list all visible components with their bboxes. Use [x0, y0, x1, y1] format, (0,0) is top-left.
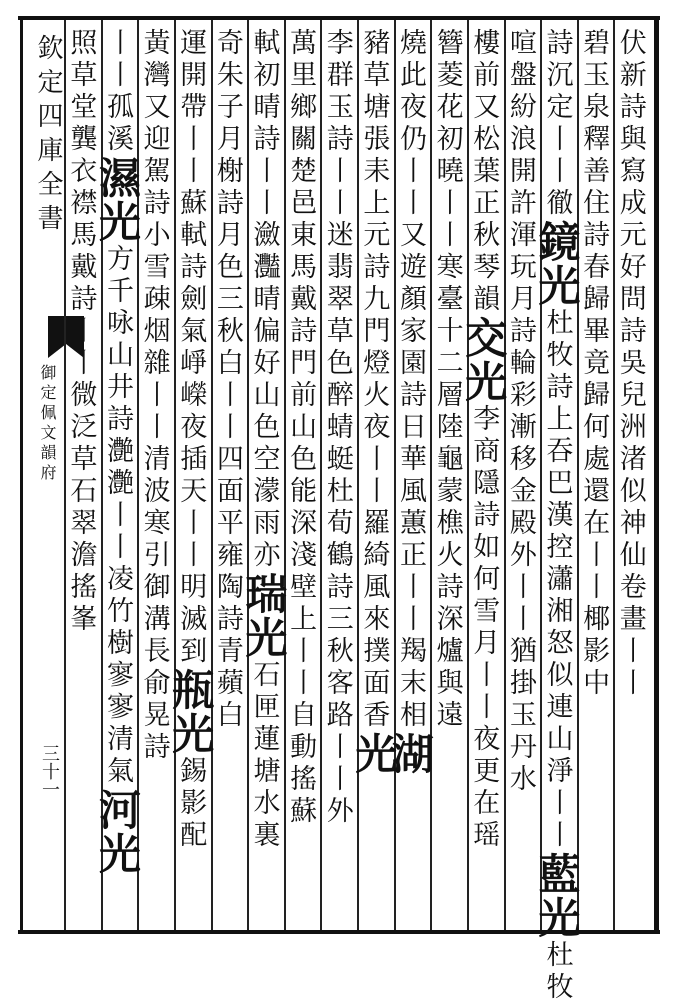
text-column — [209, 28, 249, 928]
column-text: 杜牧詩上吞巴漢控瀟湘怒似連山淨丨丨 — [541, 308, 573, 852]
headword: 藍光 — [532, 852, 582, 940]
text-column — [502, 28, 542, 928]
text-column — [429, 28, 469, 928]
headword: 鏡光 — [532, 220, 582, 308]
text-column — [92, 28, 142, 928]
text-column — [319, 28, 359, 928]
text-column — [612, 28, 652, 928]
column-text: 錫影配 — [175, 756, 207, 852]
text-column — [62, 28, 102, 928]
column-text: 雍陶詩青蘋白 — [211, 540, 243, 732]
headword: 河光 — [92, 788, 142, 876]
headword: 瑞光 — [239, 572, 289, 660]
text-column — [282, 28, 322, 928]
headword: 交光 — [459, 316, 509, 404]
book-subtitle: 御定佩文韻府 — [38, 364, 57, 484]
column-text: 俞晃詩 — [138, 668, 170, 764]
text-column — [349, 28, 399, 928]
column-text: 李商隱詩如何雪月丨丨夜更在瑶 — [468, 404, 500, 852]
text-column — [532, 28, 582, 1004]
column-text: 方千咏山井詩灔灔丨丨凌竹樹寥寥清氣 — [101, 244, 133, 788]
column-text: 萬里鄉關楚邑東馬戴詩門前山色能深淺壁上丨丨自動搖蘇 — [285, 28, 317, 828]
column-text: 臺十二層陸龜蒙樵火詩深爐與遠 — [431, 284, 463, 732]
column-text: 喧盤紛浪開 — [504, 28, 536, 188]
headword: 瓶光 — [166, 668, 216, 756]
column-text: 簪菱花初曉丨丨寒 — [431, 28, 463, 284]
column-text: 奇朱子月榭詩月色三秋白丨丨四面平 — [211, 28, 243, 540]
text-column — [575, 28, 615, 928]
column-text: 樓前又松葉正秋琴韻 — [468, 28, 500, 316]
page-frame-left — [20, 16, 23, 934]
column-text: 杜牧 — [541, 940, 573, 1004]
column-text: 詩沉定丨丨徹 — [541, 28, 573, 220]
column-text: 伏新詩與寫成元好問詩吳兒洲渚似神仙卷畫丨丨 — [614, 28, 646, 700]
column-text: 豬草塘張耒上元詩九門燈火夜丨丨羅綺風來撲面香 — [358, 28, 390, 732]
page-frame-top — [18, 16, 660, 20]
page-frame-right — [654, 16, 659, 934]
column-text: 運開帶丨丨蘇軾詩劍氣崢嶸夜插天丨丨明滅到 — [175, 28, 207, 668]
text-column — [385, 28, 435, 928]
column-text: 李群玉詩丨丨迷翡翠草色醉蜻蜓杜荀鶴詩三秋客路丨丨外 — [321, 28, 353, 828]
text-column — [166, 28, 216, 928]
column-text: 燒此夜仍丨丨又遊顏家園詩日華風蕙正丨丨羯末相 — [394, 28, 426, 732]
column-text: 丹水 — [504, 732, 536, 796]
column-text: 許渾玩月詩輪彩漸移金殿外丨丨猶掛玉 — [504, 188, 536, 732]
text-column — [459, 28, 509, 928]
book-margin — [24, 24, 63, 924]
page-number: 三十一 — [39, 744, 60, 798]
column-text: 石匣蓮塘水裏 — [248, 660, 280, 852]
headword: 光 — [349, 732, 399, 776]
headword: 湖 — [385, 732, 435, 776]
column-text: 龔衣襟馬戴詩丨丨微泛草石翠澹搖峯 — [65, 124, 97, 636]
text-column — [239, 28, 289, 928]
column-text: 丨丨孤溪 — [101, 28, 133, 156]
column-text: 碧玉泉釋善住詩春歸畢竟歸何處還在丨丨椰影中 — [578, 28, 610, 700]
headword: 濕光 — [92, 156, 142, 244]
book-title: 欽定四庫全書 — [33, 34, 63, 238]
column-text: 照草堂 — [65, 28, 97, 124]
column-text: 軾初晴詩丨丨瀲灩晴偏好山色空濛雨亦 — [248, 28, 280, 572]
column-text: 黃灣又迎駕詩小雪疎烟雜丨丨清波寒引御溝長 — [138, 28, 170, 668]
